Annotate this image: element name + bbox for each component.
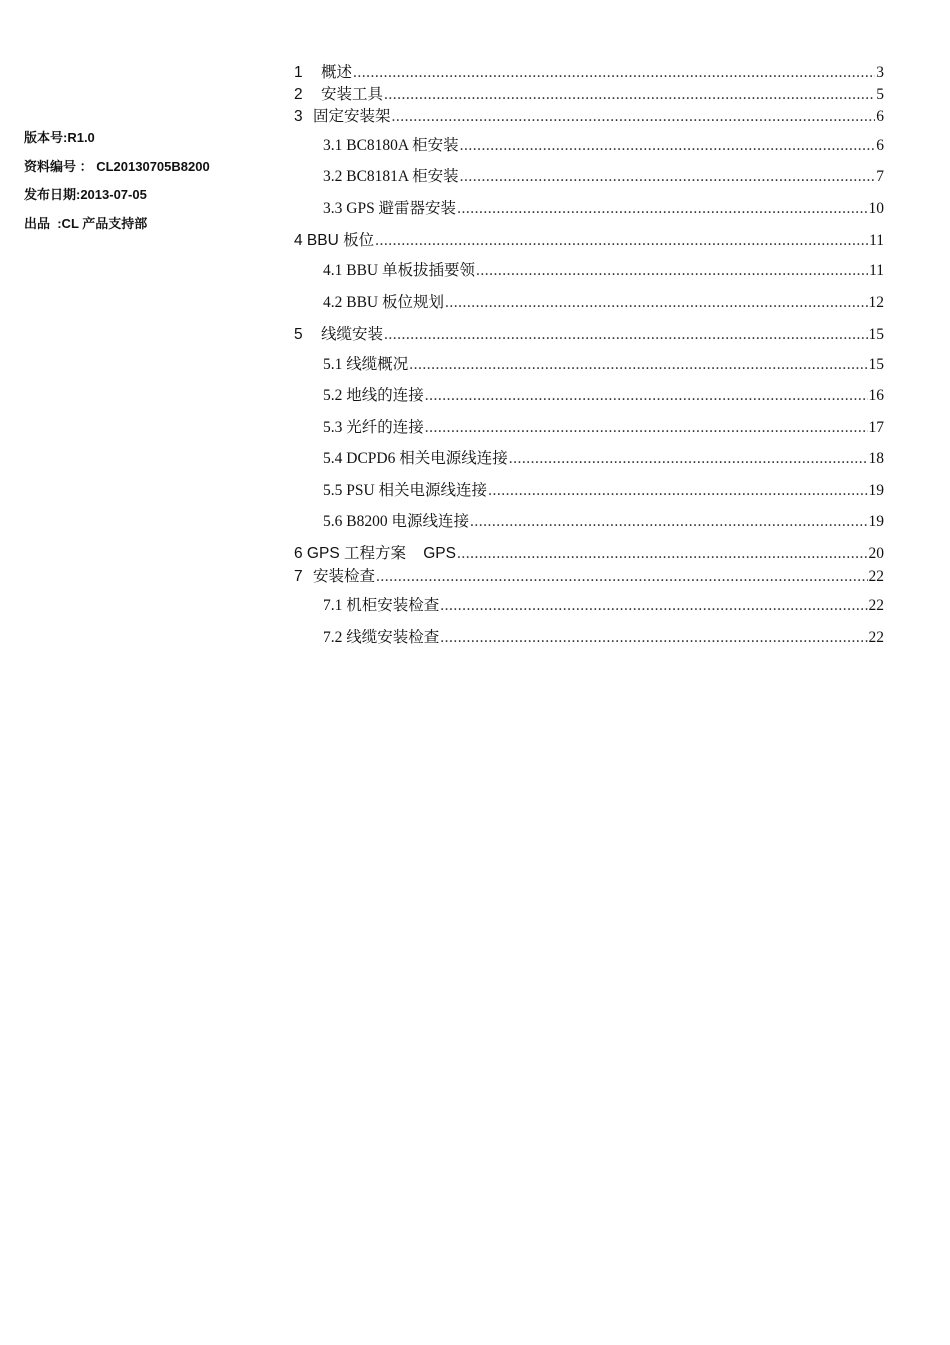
release-date: 发布日期:2013-07-05 xyxy=(24,187,147,202)
publisher: 出品 :CL 产品支持部 xyxy=(24,215,148,231)
toc-entry-text: 7.1 机柜安装检查 xyxy=(323,597,440,615)
toc-dot-leader xyxy=(440,619,867,657)
toc-entry-text: 板位 xyxy=(343,232,375,250)
toc-entry-text: 3.3 GPS 避雷器安装 xyxy=(323,199,457,217)
toc-page-number: 11 xyxy=(869,262,884,280)
toc-entry-text: 安装工具 xyxy=(321,86,384,103)
toc-entry[interactable] xyxy=(294,83,884,105)
toc-entry-title xyxy=(294,565,375,589)
toc-entry[interactable] xyxy=(294,252,884,283)
toc-dot-leader xyxy=(376,565,867,589)
toc-dot-leader xyxy=(384,83,875,107)
toc-entry-title xyxy=(294,83,383,107)
toc-entry-text: 工程方案 xyxy=(343,545,406,563)
toc-entry-text: 固定安装架 xyxy=(313,108,391,125)
toc-entry-text: 安装检查 xyxy=(313,568,376,586)
toc-page-number: 22 xyxy=(868,628,884,646)
toc-page-number: 17 xyxy=(868,418,884,436)
toc-entry-text: 线缆安装 xyxy=(321,325,384,343)
toc-entry-text: 3.1 BC8180A 柜安装 xyxy=(323,137,459,154)
toc-entry[interactable] xyxy=(294,284,884,315)
toc-page-number: 16 xyxy=(868,387,884,405)
toc-page-number: 6 xyxy=(876,137,884,154)
toc-entry-text: 5.4 DCPD6 相关电源线连接 xyxy=(323,450,508,468)
toc-entry-title xyxy=(294,105,391,129)
toc-page-number: 7 xyxy=(876,168,884,186)
toc-entry-text: 5.1 线缆概况 xyxy=(323,355,409,373)
toc-entry-number: 2 xyxy=(294,86,303,103)
toc-entry[interactable] xyxy=(294,503,884,534)
toc-entry[interactable] xyxy=(294,619,884,650)
toc-entry[interactable] xyxy=(294,190,884,221)
table-of-contents xyxy=(294,61,884,650)
toc-entry[interactable] xyxy=(294,105,884,127)
toc-entry[interactable] xyxy=(294,472,884,503)
toc-entry-text: 7.2 线缆安装检查 xyxy=(323,628,440,646)
toc-entry-text: 5.6 B8200 电源线连接 xyxy=(323,512,469,530)
toc-page-number: 19 xyxy=(868,481,884,499)
toc-entry-number: 1 xyxy=(294,64,303,81)
toc-page-number: 6 xyxy=(876,108,884,125)
toc-page-number: 15 xyxy=(868,325,884,343)
toc-entry[interactable] xyxy=(294,534,884,565)
toc-page-number: 11 xyxy=(869,232,884,250)
toc-entry-text: 3.2 BC8181A 柜安装 xyxy=(323,168,459,186)
toc-page-number: 22 xyxy=(868,597,884,615)
toc-entry-number: 5 xyxy=(294,325,303,343)
toc-page-number: 10 xyxy=(868,199,884,217)
toc-page-number: 19 xyxy=(868,512,884,530)
toc-page-number: 12 xyxy=(868,293,884,311)
toc-entry-number: 4 BBU xyxy=(294,232,344,250)
version-label: 版本号:R1.0 xyxy=(24,130,95,145)
toc-page-number: 3 xyxy=(876,64,884,81)
toc-entry-text: 概述 xyxy=(321,64,353,81)
toc-entry-text: 4.2 BBU 板位规划 xyxy=(323,293,444,311)
toc-dot-leader xyxy=(353,61,875,85)
toc-page-number: 18 xyxy=(868,450,884,468)
toc-entry[interactable] xyxy=(294,377,884,408)
document-number: 资料编号 ： CL20130705B8200 xyxy=(24,158,210,174)
toc-entry[interactable] xyxy=(294,565,884,587)
toc-entry[interactable] xyxy=(294,158,884,189)
toc-entry-number: 6 GPS xyxy=(294,545,344,563)
toc-entry[interactable] xyxy=(294,346,884,377)
toc-page-number: 15 xyxy=(868,355,884,373)
toc-entry-text: 5.2 地线的连接 xyxy=(323,387,424,405)
toc-entry[interactable] xyxy=(294,409,884,440)
toc-page-number: 20 xyxy=(868,545,884,563)
toc-entry[interactable] xyxy=(294,440,884,471)
toc-entry[interactable] xyxy=(294,221,884,252)
toc-entry[interactable] xyxy=(294,61,884,83)
document-info xyxy=(24,128,210,242)
toc-page-number: 5 xyxy=(876,86,884,103)
toc-entry-text: 5.5 PSU 相关电源线连接 xyxy=(323,481,488,499)
toc-entry-number: 7 xyxy=(294,568,303,586)
toc-entry[interactable] xyxy=(294,587,884,618)
toc-entry-extra: GPS xyxy=(405,545,456,563)
toc-entry-title xyxy=(294,61,352,85)
toc-entry-text: 5.3 光纤的连接 xyxy=(323,418,424,436)
toc-entry-text: 4.1 BBU 单板拔插要领 xyxy=(323,262,475,280)
toc-page-number: 22 xyxy=(868,568,884,586)
toc-entry-number: 3 xyxy=(294,108,303,125)
toc-entry[interactable] xyxy=(294,127,884,158)
toc-dot-leader xyxy=(392,105,876,129)
toc-entry[interactable] xyxy=(294,315,884,346)
toc-entry-title xyxy=(323,619,439,657)
